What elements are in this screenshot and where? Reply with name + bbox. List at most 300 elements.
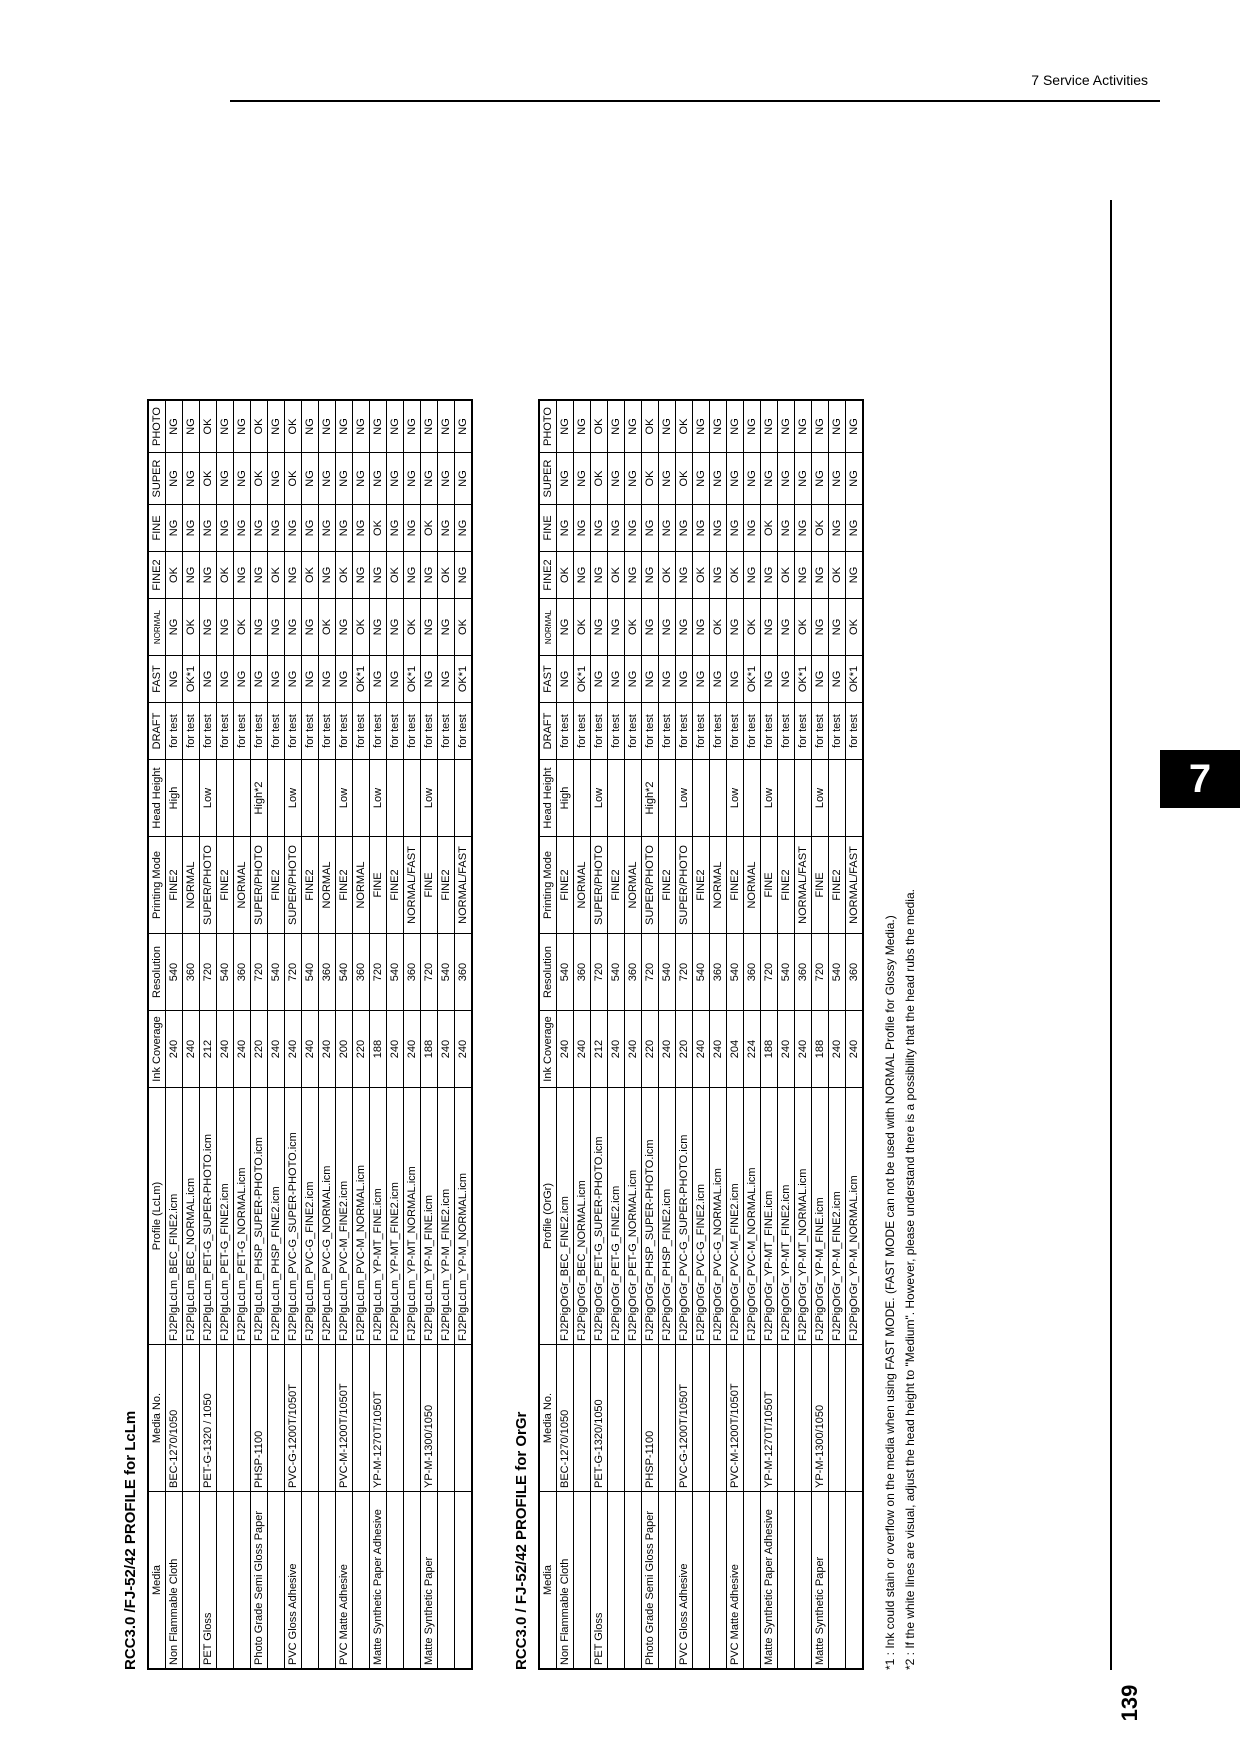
table-cell xyxy=(438,1345,455,1492)
table-cell: NG xyxy=(761,599,778,656)
table-row xyxy=(302,400,319,1669)
table-cell: 360 xyxy=(574,934,591,1011)
table-cell: OK xyxy=(591,400,608,453)
table-cell: NG xyxy=(353,453,370,505)
table-cell xyxy=(438,1492,455,1670)
table-row xyxy=(625,400,642,1669)
table-cell: for test xyxy=(625,703,642,760)
table-cell: NG xyxy=(710,505,727,552)
table2-title: RCC3.0 / FJ-52/42 PROFILE for OrGr xyxy=(513,1411,530,1670)
table-cell: OK xyxy=(370,505,387,552)
table-cell: 360 xyxy=(234,934,251,1011)
column-header: FAST xyxy=(148,656,166,703)
table-cell: NG xyxy=(166,599,183,656)
table-cell: FJ2PlgLcLm_YP-MT_NORMAL.icm xyxy=(404,1088,421,1345)
table-cell: NG xyxy=(710,400,727,453)
table-row xyxy=(404,400,421,1669)
table-cell: 240 xyxy=(455,1011,473,1088)
table-cell: NG xyxy=(421,400,438,453)
page-number: 139 xyxy=(1117,1684,1142,1722)
table-cell: NG xyxy=(642,656,659,703)
column-header: Media xyxy=(148,1492,166,1670)
table-cell: NORMAL xyxy=(319,837,336,934)
table-cell xyxy=(693,1492,710,1670)
footnote-1: *1 : Ink could stain or overflow on the media when using FAST MODE. (FAST MODE can not be used with NORMAL Profile for Glossy Media.) xyxy=(883,915,897,1670)
table-cell: 220 xyxy=(353,1011,370,1088)
table-cell: for test xyxy=(438,703,455,760)
table-cell: NG xyxy=(302,656,319,703)
table-cell: Matte Synthetic Paper xyxy=(812,1492,829,1670)
table-cell: NORMAL xyxy=(183,837,200,934)
table-cell: OK xyxy=(285,400,302,453)
table-cell: NG xyxy=(778,599,795,656)
table-cell xyxy=(455,1492,473,1670)
table-cell: NG xyxy=(217,453,234,505)
table-cell: NG xyxy=(744,400,761,453)
table-cell xyxy=(217,1492,234,1670)
table-cell: FJ2PlgLcLm_PVC-G_FINE2.icm xyxy=(302,1088,319,1345)
table-cell: for test xyxy=(285,703,302,760)
table-cell: 220 xyxy=(642,1011,659,1088)
column-header: FINE xyxy=(148,505,166,552)
table-cell: NG xyxy=(319,400,336,453)
table-cell xyxy=(438,760,455,837)
table-cell: NG xyxy=(846,400,864,453)
table-cell: 360 xyxy=(404,934,421,1011)
table-cell: NG xyxy=(846,453,864,505)
table-cell xyxy=(625,1345,642,1492)
table-cell: FJ2PigOrGr_PET-G_FINE2.icm xyxy=(608,1088,625,1345)
table-cell: FINE2 xyxy=(659,837,676,934)
table-cell: for test xyxy=(591,703,608,760)
table-cell: FJ2PlgLcLm_PVC-G_NORMAL.icm xyxy=(319,1088,336,1345)
section-label: 7 Service Activities xyxy=(1031,72,1148,88)
table-cell: NG xyxy=(455,453,473,505)
table-row xyxy=(421,400,438,1669)
table-cell: 240 xyxy=(319,1011,336,1088)
table-cell: 240 xyxy=(438,1011,455,1088)
lclm-profile-table xyxy=(147,399,473,1670)
table-cell: NG xyxy=(200,599,217,656)
table-cell: OK*1 xyxy=(795,656,812,703)
table-cell: FINE2 xyxy=(387,837,404,934)
table-cell: NG xyxy=(727,505,744,552)
table-cell: NG xyxy=(574,453,591,505)
table-cell: for test xyxy=(183,703,200,760)
table-row xyxy=(200,400,217,1669)
table-cell: NG xyxy=(404,552,421,599)
table-cell: NG xyxy=(183,505,200,552)
table-cell: 720 xyxy=(676,934,693,1011)
table-cell: for test xyxy=(455,703,473,760)
table-cell: FINE xyxy=(421,837,438,934)
table-cell xyxy=(693,1345,710,1492)
table-cell: NG xyxy=(285,599,302,656)
table-cell xyxy=(574,1492,591,1670)
table-row xyxy=(812,400,829,1669)
table-cell: FINE2 xyxy=(778,837,795,934)
table-cell: for test xyxy=(795,703,812,760)
table-cell: 360 xyxy=(710,934,727,1011)
table-cell: FJ2PlgLcLm_YP-M_FINE.icm xyxy=(421,1088,438,1345)
table-cell: for test xyxy=(319,703,336,760)
table-cell: 540 xyxy=(659,934,676,1011)
table-cell: NG xyxy=(285,505,302,552)
table-cell: FINE2 xyxy=(336,837,353,934)
table-cell: SUPER/PHOTO xyxy=(591,837,608,934)
table-cell: High xyxy=(557,760,574,837)
table-cell: NG xyxy=(455,505,473,552)
table-cell: Matte Synthetic Paper xyxy=(421,1492,438,1670)
table-cell xyxy=(829,1492,846,1670)
table-cell: 240 xyxy=(693,1011,710,1088)
table-cell: for test xyxy=(387,703,404,760)
table-cell: OK xyxy=(200,400,217,453)
table-cell: FJ2PigOrGr_PVC-M_NORMAL.icm xyxy=(744,1088,761,1345)
table-cell: FJ2PigOrGr_PVC-G_FINE2.icm xyxy=(693,1088,710,1345)
table-cell: OK*1 xyxy=(404,656,421,703)
table-cell: NG xyxy=(234,505,251,552)
table-cell: OK*1 xyxy=(744,656,761,703)
table-cell xyxy=(234,1345,251,1492)
table-cell: NG xyxy=(608,400,625,453)
table-cell xyxy=(778,1492,795,1670)
table-cell: PVC Matte Adhesive xyxy=(727,1492,744,1670)
table-cell: 720 xyxy=(642,934,659,1011)
table-cell: OK xyxy=(183,599,200,656)
table-cell: FJ2PigOrGr_PET-G_NORMAL.icm xyxy=(625,1088,642,1345)
table-row xyxy=(183,400,200,1669)
table-cell: FINE2 xyxy=(693,837,710,934)
table-cell: NG xyxy=(744,505,761,552)
table-cell: SUPER/PHOTO xyxy=(642,837,659,934)
table-cell: NG xyxy=(200,505,217,552)
table-cell: PVC Gloss Adhesive xyxy=(285,1492,302,1670)
table-cell: NG xyxy=(727,400,744,453)
table-cell xyxy=(829,760,846,837)
column-header: Resolution xyxy=(539,934,557,1011)
table-row xyxy=(795,400,812,1669)
table-row xyxy=(455,400,473,1669)
table-cell xyxy=(659,1345,676,1492)
table-cell xyxy=(234,1492,251,1670)
table-cell: FJ2PlgLcLm_PHSP_SUPER-PHOTO.icm xyxy=(251,1088,268,1345)
table-cell: 360 xyxy=(846,934,864,1011)
table-row xyxy=(217,400,234,1669)
table-cell: OK xyxy=(727,552,744,599)
table-cell: SUPER/PHOTO xyxy=(676,837,693,934)
table-cell xyxy=(387,1345,404,1492)
footnote-2: *2 : If the white lines are visual, adjust the head height to "Medium". However, please understand there is a possibility that the head rubs the media. xyxy=(903,889,917,1670)
table-cell: 200 xyxy=(336,1011,353,1088)
table-cell: FJ2PigOrGr_YP-M_FINE2.icm xyxy=(829,1088,846,1345)
table-cell: NG xyxy=(727,656,744,703)
table-cell: NG xyxy=(319,552,336,599)
column-header: PHOTO xyxy=(539,400,557,453)
table-cell: 540 xyxy=(727,934,744,1011)
table-cell: 360 xyxy=(353,934,370,1011)
table-cell: Low xyxy=(200,760,217,837)
table-cell: NG xyxy=(251,505,268,552)
table-cell: OK xyxy=(744,599,761,656)
table-cell: for test xyxy=(404,703,421,760)
table-cell: Matte Synthetic Paper Adhesive xyxy=(761,1492,778,1670)
table-row xyxy=(727,400,744,1669)
table-cell: OK xyxy=(761,505,778,552)
table-cell: NG xyxy=(438,400,455,453)
table-cell: OK*1 xyxy=(353,656,370,703)
table-cell: 240 xyxy=(574,1011,591,1088)
table-cell: 240 xyxy=(217,1011,234,1088)
table-cell: NG xyxy=(404,505,421,552)
table-cell: NG xyxy=(404,400,421,453)
table-cell: NORMAL/FAST xyxy=(455,837,473,934)
table-cell: 540 xyxy=(302,934,319,1011)
table-cell: FJ2PlgLcLm_PET-G_SUPER-PHOTO.icm xyxy=(200,1088,217,1345)
table-cell: for test xyxy=(829,703,846,760)
table-cell: OK xyxy=(336,552,353,599)
table-cell: 240 xyxy=(387,1011,404,1088)
table-cell: 360 xyxy=(183,934,200,1011)
table-cell: for test xyxy=(166,703,183,760)
table-cell: FINE2 xyxy=(727,837,744,934)
table-cell: NG xyxy=(659,505,676,552)
column-header: Media No. xyxy=(148,1345,166,1492)
table-cell: for test xyxy=(778,703,795,760)
column-header: Head Height xyxy=(539,760,557,837)
table-cell: NG xyxy=(778,453,795,505)
table-cell: NG xyxy=(693,656,710,703)
table-cell: NG xyxy=(795,552,812,599)
table-header-row xyxy=(148,400,166,1669)
table-cell: FJ2PigOrGr_YP-M_FINE.icm xyxy=(812,1088,829,1345)
table-cell: 240 xyxy=(608,1011,625,1088)
table-cell: 240 xyxy=(183,1011,200,1088)
table-cell xyxy=(319,1492,336,1670)
orgr-profile-table xyxy=(538,399,864,1670)
table-cell: NG xyxy=(591,656,608,703)
table-cell: Photo Grade Semi Gloss Paper xyxy=(642,1492,659,1670)
column-header: Profile (OrGr) xyxy=(539,1088,557,1345)
table-cell: NG xyxy=(591,552,608,599)
table-cell: OK*1 xyxy=(574,656,591,703)
table-cell: FJ2PlgLcLm_BEC_NORMAL.icm xyxy=(183,1088,200,1345)
table-cell: NG xyxy=(676,656,693,703)
table-cell: 360 xyxy=(744,934,761,1011)
table-cell: NORMAL/FAST xyxy=(404,837,421,934)
table-row xyxy=(319,400,336,1669)
table-cell: 188 xyxy=(421,1011,438,1088)
table-cell: 188 xyxy=(761,1011,778,1088)
table-cell xyxy=(829,1345,846,1492)
table-cell: NG xyxy=(693,453,710,505)
table-row xyxy=(336,400,353,1669)
table-cell: NG xyxy=(608,505,625,552)
table-cell: NG xyxy=(778,505,795,552)
table-row xyxy=(234,400,251,1669)
table-cell xyxy=(846,1492,864,1670)
table-cell xyxy=(574,760,591,837)
column-header: FINE2 xyxy=(148,552,166,599)
table-cell: OK xyxy=(693,552,710,599)
table-cell: for test xyxy=(557,703,574,760)
table-cell: NG xyxy=(574,552,591,599)
table-cell: 360 xyxy=(625,934,642,1011)
table-cell: 540 xyxy=(608,934,625,1011)
table-cell: SUPER/PHOTO xyxy=(285,837,302,934)
table-cell: FINE xyxy=(761,837,778,934)
table-cell: for test xyxy=(744,703,761,760)
table-cell: NG xyxy=(846,552,864,599)
table-cell: 720 xyxy=(251,934,268,1011)
table-cell: for test xyxy=(336,703,353,760)
table-cell: BEC-1270/1050 xyxy=(166,1345,183,1492)
table-cell: for test xyxy=(761,703,778,760)
table-cell: NG xyxy=(268,656,285,703)
table-cell: NG xyxy=(642,599,659,656)
table-cell: FJ2PigOrGr_PVC-M_FINE2.icm xyxy=(727,1088,744,1345)
table-row xyxy=(693,400,710,1669)
table-cell xyxy=(268,1345,285,1492)
table-cell: NG xyxy=(693,505,710,552)
table-cell: NG xyxy=(846,505,864,552)
table-cell: FINE2 xyxy=(557,837,574,934)
table-cell: 220 xyxy=(251,1011,268,1088)
table-cell: NG xyxy=(829,505,846,552)
table-cell: NG xyxy=(625,453,642,505)
table-cell xyxy=(795,760,812,837)
table-cell: NG xyxy=(829,400,846,453)
table-cell: NG xyxy=(591,599,608,656)
table-cell: NG xyxy=(608,453,625,505)
table-cell: NG xyxy=(744,453,761,505)
table-cell: NG xyxy=(642,505,659,552)
table-cell: NG xyxy=(693,599,710,656)
table-cell: 204 xyxy=(727,1011,744,1088)
table-cell: for test xyxy=(608,703,625,760)
table-cell xyxy=(710,760,727,837)
table-cell: NG xyxy=(404,453,421,505)
table-cell: PVC-M-1200T/1050T xyxy=(727,1345,744,1492)
table-cell: FINE2 xyxy=(268,837,285,934)
table-cell: FJ2PlgLcLm_PET-G_FINE2.icm xyxy=(217,1088,234,1345)
table-cell: for test xyxy=(268,703,285,760)
table-cell: NG xyxy=(336,400,353,453)
table-cell: NG xyxy=(744,552,761,599)
table-cell: OK xyxy=(251,400,268,453)
table-cell xyxy=(353,1492,370,1670)
table-cell xyxy=(302,760,319,837)
table-cell xyxy=(659,760,676,837)
table-cell: Low xyxy=(591,760,608,837)
table-cell: NG xyxy=(557,599,574,656)
table-cell: OK xyxy=(404,599,421,656)
table-cell: NG xyxy=(421,656,438,703)
table-cell: OK xyxy=(455,599,473,656)
table-cell: NG xyxy=(778,400,795,453)
table-row xyxy=(744,400,761,1669)
table-cell: PET-G-1320/1050 xyxy=(591,1345,608,1492)
table-cell: SUPER/PHOTO xyxy=(251,837,268,934)
table-cell: NG xyxy=(217,505,234,552)
table-cell xyxy=(455,1345,473,1492)
table-cell xyxy=(302,1345,319,1492)
table-cell: NORMAL xyxy=(710,837,727,934)
table-row xyxy=(285,400,302,1669)
table-cell: PHSP-1100 xyxy=(642,1345,659,1492)
table-cell: PVC-G-1200T/1050T xyxy=(285,1345,302,1492)
table-cell: OK xyxy=(251,453,268,505)
table-cell: NG xyxy=(234,400,251,453)
table-cell: OK*1 xyxy=(455,656,473,703)
table-cell: OK xyxy=(795,599,812,656)
table-cell: FINE2 xyxy=(302,837,319,934)
table-cell xyxy=(795,1492,812,1670)
table-cell: NG xyxy=(778,656,795,703)
table-cell: NG xyxy=(421,599,438,656)
table-cell xyxy=(387,760,404,837)
table-cell: NG xyxy=(353,505,370,552)
table-cell: Low xyxy=(812,760,829,837)
table-cell: FJ2PigOrGr_BEC_FINE2.icm xyxy=(557,1088,574,1345)
table-cell: High*2 xyxy=(251,760,268,837)
table-row xyxy=(557,400,574,1669)
table-row xyxy=(608,400,625,1669)
table-cell: NG xyxy=(387,505,404,552)
table-cell xyxy=(404,1492,421,1670)
column-header: Ink Coverage xyxy=(148,1011,166,1088)
table-cell: NG xyxy=(268,599,285,656)
table-cell: Low xyxy=(285,760,302,837)
table-cell: NG xyxy=(370,656,387,703)
table-cell: FJ2PlgLcLm_YP-MT_FINE.icm xyxy=(370,1088,387,1345)
table-cell: FJ2PlgLcLm_PET-G_NORMAL.icm xyxy=(234,1088,251,1345)
table-cell: NG xyxy=(761,453,778,505)
column-header: DRAFT xyxy=(539,703,557,760)
rotated-content xyxy=(100,200,1060,1670)
table-cell: 240 xyxy=(710,1011,727,1088)
table-cell: for test xyxy=(846,703,864,760)
table-cell: NG xyxy=(370,552,387,599)
table-cell: FINE2 xyxy=(608,837,625,934)
table-cell: NG xyxy=(421,552,438,599)
table-cell: OK xyxy=(353,599,370,656)
table-cell: NG xyxy=(217,400,234,453)
table-cell xyxy=(234,760,251,837)
table-cell: 220 xyxy=(676,1011,693,1088)
table-row xyxy=(778,400,795,1669)
table-cell: OK xyxy=(659,552,676,599)
table-cell: 360 xyxy=(795,934,812,1011)
table-cell: NG xyxy=(319,453,336,505)
table-row xyxy=(846,400,864,1669)
table-cell: NG xyxy=(795,505,812,552)
table-cell: FJ2PigOrGr_YP-MT_FINE.icm xyxy=(761,1088,778,1345)
table-cell xyxy=(693,760,710,837)
table-cell: FJ2PigOrGr_YP-M_NORMAL.icm xyxy=(846,1088,864,1345)
table-cell: NG xyxy=(761,552,778,599)
table-cell xyxy=(625,1492,642,1670)
table-cell: PVC-G-1200T/1050T xyxy=(676,1345,693,1492)
table-cell: 540 xyxy=(166,934,183,1011)
table-cell: Non Flammable Cloth xyxy=(166,1492,183,1670)
table-cell: FINE2 xyxy=(166,837,183,934)
table-cell: NORMAL xyxy=(234,837,251,934)
table-cell: OK xyxy=(166,552,183,599)
table-cell: NG xyxy=(217,599,234,656)
table-cell: 540 xyxy=(336,934,353,1011)
table-cell: NG xyxy=(370,400,387,453)
